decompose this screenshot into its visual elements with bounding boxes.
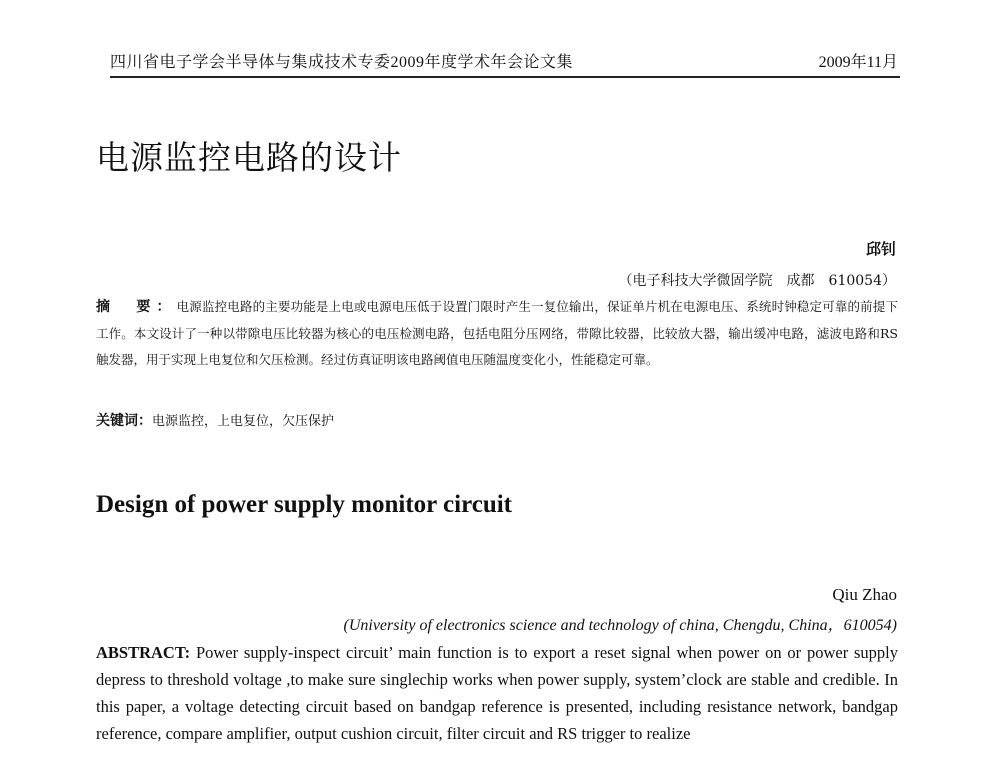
chinese-abstract-text: 电源监控电路的主要功能是上电或电源电压低于设置门限时产生一复位输出，保证单片机在电源电压、系统时钟稳定可靠的前提下工作。本文设计了一种以带隙电压比较器为核心的电压检测电路，包括电阻分压网络，带隙比较器，比较放大器，输出缓冲电路，滤波电路和RS触发器，用于实现上电复位和欠压检测。经过仿真证明该电路阈值电压随温度变化小，性能稳定可靠。 xyxy=(96,299,898,367)
english-affiliation: (University of electronics science and technology of china, Chengdu, China，610054) xyxy=(343,617,897,634)
english-author: Qiu Zhao xyxy=(832,585,897,604)
chinese-keywords xyxy=(96,410,334,430)
english-abstract-label: ABSTRACT: xyxy=(96,643,191,662)
chinese-keywords-text: 电源监控，上电复位，欠压保护 xyxy=(152,414,335,429)
journal-title: 四川省电子学会半导体与集成技术专委2009年度学术年会论文集 xyxy=(110,54,574,71)
chinese-abstract xyxy=(96,294,898,374)
english-abstract xyxy=(96,639,898,747)
running-header xyxy=(110,48,900,78)
chinese-affiliation: （电子科技大学微固学院 成都 610054） xyxy=(618,273,896,289)
chinese-keywords-label: 关键词： xyxy=(96,413,152,429)
publication-date: 2009年11月 xyxy=(818,54,898,71)
english-title: Design of power supply monitor circuit xyxy=(96,491,512,518)
chinese-title: 电源监控电路的设计 xyxy=(96,138,402,177)
chinese-abstract-label: 摘 要： xyxy=(96,299,177,315)
english-abstract-text: Power supply-inspect circuit’ main function is to export a reset signal when power on or power supply depress to threshold voltage ,to make sure singlechip works when power supply, system’clock are stable and credible. In this paper, a voltage detecting circuit based on bandgap reference is presented, including resistance network, bandgap reference, compare amplifier, output cushion circuit, filter circuit and RS trigger to realize xyxy=(96,643,899,743)
chinese-author: 邱钊 xyxy=(865,240,896,258)
